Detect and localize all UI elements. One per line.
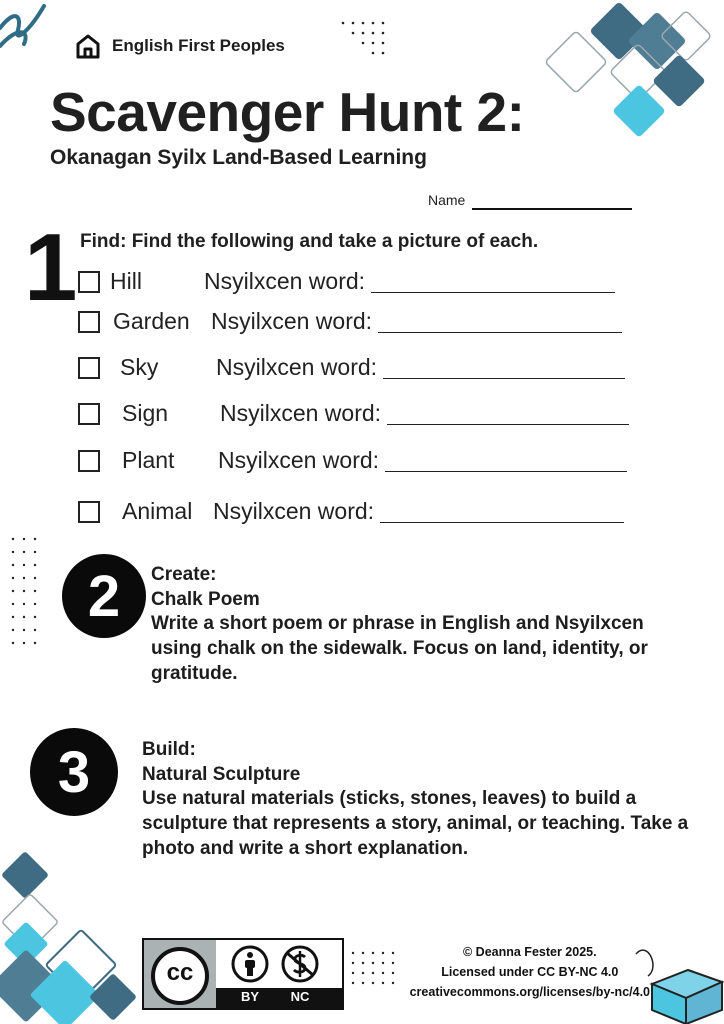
word-answer-field[interactable] [385, 449, 627, 472]
list-item [78, 308, 622, 335]
item-name: Hill [110, 268, 142, 294]
word-answer-field[interactable] [380, 500, 624, 523]
item-name: Animal [122, 498, 193, 524]
word-label: Nsyilxcen word: [204, 268, 366, 294]
swoosh-decoration [0, 0, 60, 60]
checkbox[interactable] [78, 403, 100, 425]
section-3-number: 3 [30, 728, 118, 816]
word-answer-field[interactable] [383, 356, 625, 379]
diamond-cluster-top-right [540, 0, 724, 150]
house-icon [74, 32, 102, 60]
box-illustration [632, 940, 724, 1024]
section-3-body: Use natural materials (sticks, stones, leaves) to build a sculpture that represents a story, animal, or teaching. Take a photo and write a short explanation. [142, 788, 689, 859]
list-item [78, 268, 615, 295]
name-label: Name [428, 192, 466, 208]
brand [74, 32, 285, 60]
word-answer-field[interactable] [378, 310, 622, 333]
by-label: BY [240, 989, 260, 1004]
dot-grid-left [10, 536, 38, 654]
item-name: Plant [122, 447, 175, 473]
word-label: Nsyilxcen word: [213, 498, 375, 524]
checkbox[interactable] [78, 271, 100, 293]
cc-license-badge [142, 938, 344, 1010]
word-label: Nsyilxcen word: [218, 447, 380, 473]
copyright-line: © Deanna Fester 2025. [463, 945, 597, 959]
list-item [78, 498, 624, 525]
dot-grid-bottom [350, 950, 396, 990]
checkbox[interactable] [78, 501, 100, 523]
diamond-cluster-bottom-left [0, 850, 150, 1024]
dot-grid-top [340, 20, 386, 62]
section-3-title: Natural Sculpture [142, 763, 301, 785]
section-2-content [151, 563, 691, 686]
section-1-number: 1 [24, 214, 78, 321]
brand-name: English First Peoples [112, 36, 285, 55]
item-name: Sign [122, 400, 169, 426]
checkbox[interactable] [78, 450, 100, 472]
list-item [78, 400, 629, 427]
section-1-heading: Find: Find the following and take a picture of each. [80, 231, 539, 252]
item-name: Garden [113, 308, 190, 334]
list-item [78, 354, 625, 381]
list-item [78, 447, 627, 474]
word-label: Nsyilxcen word: [211, 308, 373, 334]
name-field[interactable] [472, 208, 632, 210]
word-answer-field[interactable] [387, 402, 629, 425]
page-title: Scavenger Hunt 2: [50, 81, 525, 143]
item-name: Sky [120, 354, 159, 380]
section-3-content [142, 738, 698, 861]
section-2-body: Write a short poem or phrase in English and Nsyilxcen using chalk on the sidewalk. Focus on land, identity, or gratitude. [151, 613, 648, 684]
section-2-number: 2 [62, 554, 146, 638]
checkbox[interactable] [78, 311, 100, 333]
checkbox[interactable] [78, 357, 100, 379]
license-line: Licensed under CC BY-NC 4.0 [441, 965, 619, 979]
word-label: Nsyilxcen word: [216, 354, 378, 380]
nc-label: NC [290, 989, 310, 1004]
cc-label: cc [166, 959, 194, 986]
section-3-label: Build: [142, 739, 196, 760]
section-2-title: Chalk Poem [151, 588, 260, 610]
non-commercial-icon [280, 944, 320, 984]
word-answer-field[interactable] [371, 270, 615, 293]
section-2-label: Create: [151, 564, 217, 585]
license-url[interactable]: creativecommons.org/licenses/by-nc/4.0 [409, 985, 650, 999]
page-subtitle: Okanagan Syilx Land-Based Learning [50, 146, 427, 169]
attribution-icon [230, 944, 270, 984]
word-label: Nsyilxcen word: [220, 400, 382, 426]
license-credit [410, 942, 650, 1002]
